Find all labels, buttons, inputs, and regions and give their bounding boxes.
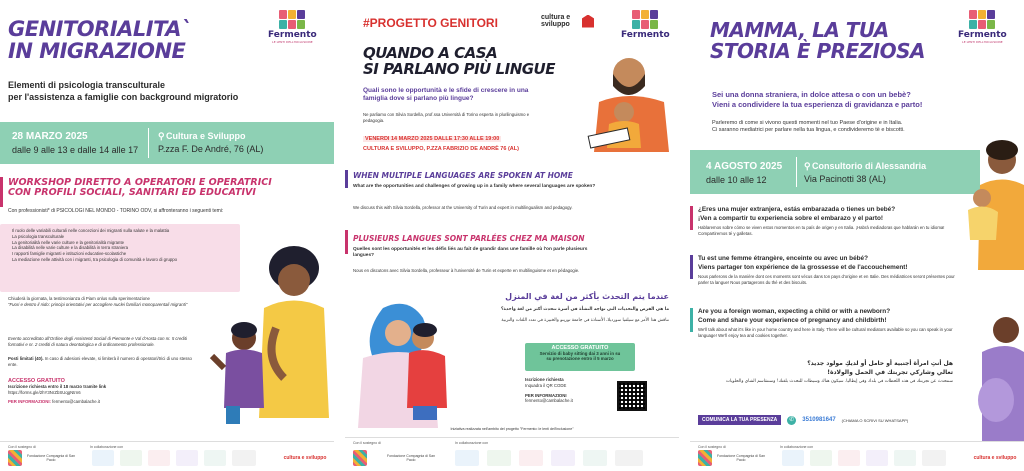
fermento-logo-word: Fermento	[621, 30, 670, 40]
fermento-logo-word: Fermento	[268, 30, 317, 40]
poster2-en-title: WHEN MULTIPLE LANGUAGES ARE SPOKEN AT HOME	[353, 171, 573, 180]
poster1-date-band	[0, 122, 334, 164]
poster1-subtitle-line2: per l'assistenza a famiglie con background migratorio	[8, 91, 239, 102]
poster1-family-illustration	[204, 238, 334, 428]
mother-hair	[986, 140, 1018, 160]
sponsor-cultura-sviluppo: cultura e sviluppo	[973, 455, 1017, 461]
second-mother-head	[993, 317, 1019, 343]
fermento-logo-tag: LE LENTI DELL'INCLUSIONE	[962, 40, 1003, 44]
fermento-logo-tag: LE LENTI DELL'INCLUSIONE	[272, 40, 313, 44]
poster2-datetime-text: VENERDI 14 MARZO 2025 DALLE 17:30 ALLE 19:00	[365, 136, 500, 142]
partner-logo	[838, 450, 860, 466]
footer-partners: In collaborazione con	[780, 445, 814, 449]
footer-supported-by: Con il sostegno di	[353, 441, 381, 445]
partner-logo	[204, 450, 226, 466]
poster3-ar-body: سنتحدث عن تجربتك في هذه اللحظات في بلدك وفي إيطاليا. سيكون هناك وسيطات للتحدث بلغتك! وسنتقاسم الشاي والحلويات	[725, 379, 953, 384]
poster3-place-text: Consultorio di Alessandria	[812, 161, 927, 171]
qr-code[interactable]	[617, 381, 647, 411]
location-pin-icon: ⚲	[158, 131, 165, 141]
fermento-logo-icon	[279, 10, 305, 29]
poster2-title-line2: SI PARLANO PIÙ LINGUE	[363, 59, 555, 78]
partner-logo	[583, 450, 607, 466]
sponsor-icon	[698, 450, 712, 466]
poster3-date: 4 AGOSTO 2025	[706, 161, 783, 172]
child-hair	[231, 322, 257, 338]
sponsor-compagnia: Fondazione Compagnia di San Paolo	[716, 454, 766, 462]
poster2-location: CULTURA E SVILUPPO, P.ZZA FABRIZIO DE ANDRÈ 76 (AL)	[363, 146, 519, 152]
poster1-place	[158, 131, 263, 141]
topic-item: Il ruolo delle variabili culturali nelle concezioni dei migranti sulla salute e la malattia	[12, 228, 170, 233]
poster3-date-block	[706, 161, 782, 185]
poster2-title-line1: QUANDO A CASA	[363, 44, 498, 62]
poster1-hours: dalle 9 alle 13 e dalle 14 alle 17	[12, 145, 139, 155]
child-body	[224, 350, 264, 409]
phone-icon: ✆	[789, 416, 795, 423]
accent-bar	[690, 308, 693, 332]
poster2-reg-line2: Inquadra il QR CODE	[525, 382, 567, 388]
poster3-lead-2: Vieni a condividere la tua esperienza di gravidanza e parto!	[712, 99, 923, 109]
poster3-es-q1: ¿Eres una mujer extranjera, estás embarazada o tienes un bebé?	[698, 206, 896, 213]
poster3-phone-note: (CHIAMA O SCRIVI SU WHATSAPP)	[841, 417, 909, 423]
sponsor-compagnia: Fondazione Compagnia di San Paolo	[26, 454, 76, 462]
poster3-es-block	[698, 206, 958, 237]
poster1-workshop-line2: CON PROFILI SOCIALI, SANITARI ED EDUCATIVI	[8, 187, 256, 199]
poster1-subtitle	[8, 80, 238, 103]
poster3-address: Via Pacinotti 38 (AL)	[804, 174, 886, 184]
poster3-title-line1: MAMMA, LA TUA	[710, 18, 889, 42]
poster1-seats-limited: Posti limitati (40).	[8, 356, 44, 361]
poster3-title-line2: STORIA È PREZIOSA	[710, 39, 926, 63]
poster1-seats-rest: In caso di adesioni elevate, si limiterà il numero di operatori/trici di uno stesso ente.	[8, 356, 192, 367]
poster2-free-title: ACCESSO GRATUITO	[551, 345, 609, 351]
poster-mamma	[690, 0, 1024, 471]
fermento-logo	[621, 10, 670, 40]
poster1-place-text: Cultura e Sviluppo	[166, 131, 246, 141]
footer-supported-by: Con il sostegno di	[698, 445, 726, 449]
mother-head	[385, 320, 411, 346]
child-legs	[413, 406, 437, 420]
building-icon	[582, 15, 594, 28]
sponsor-icon	[8, 450, 22, 466]
pregnant-belly	[978, 378, 1014, 422]
band-divider	[148, 128, 149, 158]
baby-head	[973, 189, 991, 207]
accent-bar	[345, 170, 348, 188]
poster2-ar-question: ما هي الفرص والتحديات التي تواجه النشأة في أسرة تتحدث أكثر من لغة واحدة؟	[500, 307, 669, 312]
poster3-fr-q1: Tu est une femme étrangère, enceinte ou avec un bébé?	[698, 255, 868, 262]
poster2-datetime	[363, 136, 501, 142]
poster3-en-q1: Are you a foreign woman, expecting a child or with a newborn?	[698, 308, 891, 315]
partner-logo	[176, 450, 198, 466]
poster3-en-body: We'll talk about what it's like in your home country and here in Italy. There will be cultural mediators available so you can speak in your language! We'll enjoy tea and cookies together.	[698, 327, 953, 338]
fermento-logo-word: Fermento	[958, 30, 1007, 40]
topic-item: La disabilità nelle varie culture e la disabilità in terra straniera	[12, 245, 129, 251]
partner-logo	[120, 450, 142, 466]
poster1-title-line2: IN MIGRAZIONE	[8, 39, 186, 64]
poster2-question: Quali sono le opportunità e le sfide di crescere in una famiglia dove si parlano più lingue?	[363, 87, 529, 103]
poster3-lead	[712, 90, 922, 110]
sponsor-icon	[353, 450, 367, 466]
partner-logo	[782, 450, 804, 466]
poster1-registration-link[interactable]: https://forms.gle/2hY3NrZbSUqgNtrn6	[8, 389, 81, 395]
poster3-hours: dalle 10 alle 12	[706, 175, 767, 185]
partner-logo	[455, 450, 479, 466]
poster1-title-line1: GENITORIALITA`	[8, 17, 192, 41]
poster3-date-band	[690, 150, 980, 194]
child-body	[407, 350, 447, 408]
footer-partners: In collaborazione con	[90, 445, 124, 449]
poster2-ar-title: عندما يتم التحدث بأكثر من لغة في المنزل	[505, 292, 669, 301]
poster2-info-email[interactable]: fermento@cambalache.it	[525, 398, 573, 404]
poster2-free-access-box	[525, 343, 635, 371]
child-legs	[226, 406, 240, 424]
partner-logo	[866, 450, 888, 466]
poster3-en-block	[698, 308, 958, 339]
accent-bar	[690, 255, 693, 279]
poster3-fr-body: Nous parlerons de la manière dont ces moments sont vécus dans ton pays d'origine et en Italie. Des médiatrices seront présentes pour parler ta langue! Nous partagerons du thé et des biscuits.	[698, 274, 955, 285]
poster2-fr-question: Quelles sont les opportunités et les défis liés au fait de grandir dans une famille où l'on parle plusieurs langues?	[353, 247, 588, 259]
poster3-es-body: Hablaremos sobre cómo se viven estos momentos en tu país de origen y en Italia. ¡Habrá mediadoras que hablarán en tu idioma! Compartiremos té y galletas.	[698, 225, 945, 236]
poster2-discuss: Ne parliamo con Silvia Sordella, prof.ssa Università di Torino esperta in plurilinguismo e pedagogia.	[363, 112, 530, 123]
poster3-fr-block	[698, 255, 958, 286]
poster1-workshop-heading	[8, 178, 272, 199]
cultura-sviluppo-logo-text: cultura e sviluppo	[541, 14, 571, 28]
poster1-closing	[8, 296, 213, 308]
adult-head	[278, 264, 310, 296]
topic-item: La psicologia transculturale	[12, 233, 65, 239]
poster1-workshop-line1: WORKSHOP DIRETTO A OPERATORI E OPERATRICI	[8, 177, 272, 188]
poster3-fr-q2: Viens partager ton expérience de la grossesse et de l'accouchement!	[698, 264, 908, 271]
poster3-footer	[690, 441, 1024, 471]
poster3-place	[804, 161, 926, 171]
poster2-fr-body: Nous en discutons avec Silvia Sordella, professeur à l'université de Turin et experte en multilinguisme et en pédagogie.	[353, 268, 580, 273]
poster2-ar-body: نناقش هذا الأمر مع سيلفيا سورديلا، الأستاذة في جامعة تورينو والخبيرة في تعدد اللغات والتربية	[501, 318, 669, 323]
poster1-date-block	[12, 131, 138, 155]
poster3-ar-q1: هل أنتِ امرأة أجنبية أو حامل أو لديكِ مولود جديد؟	[807, 360, 953, 367]
poster2-footer	[345, 437, 679, 471]
partner-logo	[810, 450, 832, 466]
partner-logo	[894, 450, 916, 466]
fermento-logo-icon	[632, 10, 658, 29]
poster3-es-q2: ¡Ven a compartir tu experiencia sobre el embarazo y el parto!	[698, 215, 884, 222]
poster1-title	[8, 18, 191, 62]
partner-logo	[92, 450, 114, 466]
poster3-intro-2: Ci saranno mediatrici per parlare nella tua lingua, e condivideremo tè e biscotti.	[712, 127, 905, 134]
poster1-address: P.zza F. De André, 76 (AL)	[158, 144, 264, 154]
poster1-info-email[interactable]: fermento@cambalache.it	[52, 398, 101, 404]
topic-item: La genitorialità nelle varie culture e la genitorialità migrante	[12, 239, 125, 245]
poster2-en-question: What are the opportunities and challenges of growing up in a family where several languages are spoken?	[353, 184, 596, 189]
location-pin-icon: ⚲	[804, 161, 811, 171]
poster2-initiative: Iniziativa realizzata nell'ambito del progetto "Fermento: le lenti dell'inclusione"	[450, 427, 574, 431]
poster1-info-label: PER INFORMAZIONI:	[8, 398, 51, 404]
poster3-en-q2: Come and share your experience of pregnancy and childbirth!	[698, 317, 887, 324]
topic-item: La mediazione nelle attività con i migranti, tra psicologia di comunità e lavoro di gruppo	[12, 256, 178, 262]
topic-item: I rapporti famiglie migranti e istituzioni educative-scolastiche	[12, 251, 127, 257]
poster1-access-label: ACCESSO GRATUITO	[8, 378, 65, 384]
poster1-event-note: Evento accreditato all'Ordine degli Assistenti Sociali di Piemonte e Val d'Aosta con nr. 5 crediti formativi e nr. 2 crediti di natura deontologica e di ordinamento professionale.	[8, 336, 187, 347]
poster-genitorialita	[0, 0, 334, 471]
partner-logo	[922, 450, 946, 466]
poster1-seats	[8, 356, 198, 368]
poster3-mothers-illustration	[960, 130, 1024, 450]
band-divider	[796, 157, 797, 187]
poster3-ar-block	[698, 360, 953, 385]
footer-supported-by: Con il sostegno di	[8, 445, 36, 449]
poster2-father-child-illustration	[569, 52, 679, 152]
poster3-phone[interactable]: 3510981647	[802, 417, 836, 423]
partner-logo	[232, 450, 256, 466]
poster2-free-line2: su prenotazione entro il 5 marzo	[546, 356, 614, 361]
poster3-ar-q2: تعالي وشاركي تجربتك في الحمل والولادة!	[827, 369, 953, 376]
poster3-intro	[712, 120, 1002, 134]
poster2-fr-title: PLUSIEURS LANGUES SONT PARLÉES CHEZ MA MAISON	[353, 234, 585, 243]
poster2-free-line1: Servizio di baby sitting dai 3 anni in su	[539, 351, 621, 356]
accent-bar	[690, 206, 693, 230]
poster1-closing-2: "Fuori e dentro il nido: principi orientativi per accogliere nuclei familiari monoparentali migranti"	[8, 301, 188, 307]
poster1-access	[8, 378, 218, 404]
poster3-cta-row	[698, 415, 908, 425]
poster3-title	[710, 20, 925, 62]
poster2-en-body: We discuss this with Silvia Sordella, professor at the University of Turin and expert in multilingualism and pedagogy.	[353, 205, 573, 210]
sponsor-compagnia: Fondazione Compagnia di San Paolo	[386, 454, 436, 462]
poster1-subtitle-line1: Elementi di psicologia transculturale	[8, 80, 166, 90]
accent-bar	[0, 177, 3, 207]
poster2-hashtag: #PROGETTO GENITORI	[363, 16, 498, 30]
child-arm	[212, 356, 224, 368]
fermento-logo	[268, 10, 317, 44]
baby-body	[968, 206, 998, 240]
poster3-lead-1: Sei una donna straniera, in dolce attesa o con un bebè?	[712, 90, 911, 99]
cultura-sviluppo-logo	[541, 14, 594, 28]
poster3-place-block	[804, 161, 926, 184]
poster2-registration	[525, 377, 615, 404]
poster1-place-block	[158, 131, 263, 154]
child-head	[614, 102, 634, 122]
partner-logo	[519, 450, 543, 466]
partner-logo	[551, 450, 575, 466]
partner-logo	[487, 450, 511, 466]
poster1-info	[8, 399, 218, 405]
fermento-logo	[958, 10, 1007, 44]
partner-logo	[148, 450, 170, 466]
poster1-footer	[0, 441, 334, 471]
fermento-logo-icon	[969, 10, 995, 29]
poster2-mother-child-illustration	[353, 298, 463, 428]
poster1-registration: Iscrizione richiesta entro il 18 marzo tramite link	[8, 384, 107, 389]
sponsor-cultura-sviluppo: cultura e sviluppo	[283, 455, 327, 461]
poster3-cta: COMUNICA LA TUA PRESENZA	[698, 415, 781, 425]
poster1-date: 28 MARZO 2025	[12, 131, 88, 142]
poster2-title	[363, 46, 555, 78]
poster-progetto-genitori	[345, 0, 679, 471]
partner-logo	[615, 450, 643, 466]
poster1-closing-1: Chiuderà la giornata, la testimonianza di Piam onlus sulla sperimentazione	[8, 296, 150, 301]
footer-partners: In collaborazione con	[455, 441, 489, 445]
accent-bar	[345, 230, 348, 254]
child-hair	[413, 323, 437, 337]
poster3-intro-1: Parleremo di come si vivono questi momenti nel tuo Paese d'origine e in Italia.	[712, 120, 903, 126]
poster2-reg-line1: Iscrizione richiesta	[525, 377, 564, 382]
poster2-info-label: PER INFORMAZIONI	[525, 392, 567, 398]
poster1-intro: Con professionisti* di PSICOLOGI NEL MONDO - TORINO ODV, si affronteranno i seguenti temi:	[8, 208, 224, 214]
